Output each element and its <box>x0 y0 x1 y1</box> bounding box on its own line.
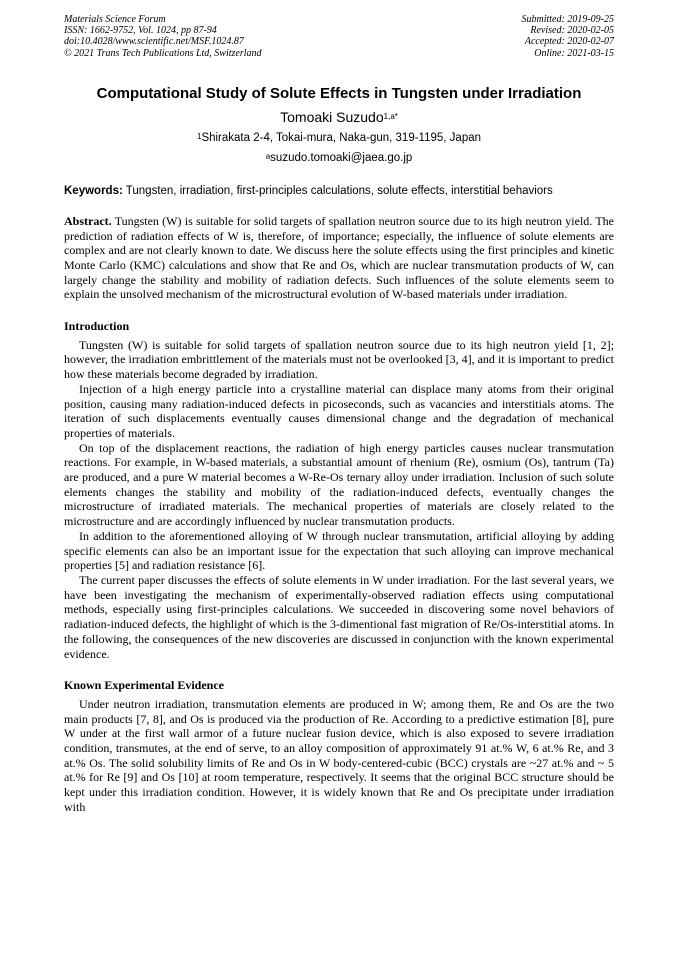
keywords <box>64 184 614 198</box>
paper-title: Computational Study of Solute Effects in Tungsten under Irradiation <box>96 84 582 102</box>
intro-paragraph-1: Tungsten (W) is suitable for solid targets of spallation neutron source due to its high neutron yield [1, 2]; however, the irradiation embrittlement of the materials must not be overlooked [3, 4], and it is important to predict how these materials become degraded by irradiation. <box>64 337 614 382</box>
doi-line[interactable]: doi:10.4028/www.scientific.net/MSF.1024.87 <box>64 36 244 48</box>
affiliation-text: Shirakata 2-4, Tokai-mura, Naka-gun, 319-1195, Japan <box>201 131 482 144</box>
submission-dates <box>522 14 615 59</box>
journal-header <box>64 14 614 59</box>
abstract-label: Abstract. <box>64 213 112 228</box>
online-date: Online: 2021-03-15 <box>534 47 614 59</box>
author-line <box>64 109 614 126</box>
intro-paragraph-4: In addition to the aforementioned alloying of W through nuclear transmutation, artificial alloying by adding specific elements can also be an important issue for the expectation that such alloying can improve mechanical properties [5] and radiation resistance [6]. <box>64 528 614 573</box>
introduction-heading: Introduction <box>64 319 130 334</box>
affiliation-sup: 1 <box>196 131 202 141</box>
issn-line: ISSN: 1662-9752, Vol. 1024, pp 87-94 <box>64 25 217 37</box>
email-address[interactable]: suzudo.tomoaki@jaea.go.jp <box>270 151 413 164</box>
keywords-text: Tungsten, irradiation, first-principles calculations, solute effects, interstitial behaviors <box>122 184 553 197</box>
known-evidence-paragraph-1: Under neutron irradiation, transmutation elements are produced in W; among them, Re and Os are the two main products [7, 8], and Os is produced via the production of Re. According to a predictive estimation [8], pure W under at the first wall armor of a future nuclear fusion device, which is also exposed to severe irradiation condition, transmutes, at the end of serve, to an alloy composition of approximately 91 at.% W, 6 at.% Re, and 3 at.% Os. The solid solubility limits of Re and Os in W body-centered-cubic (BCC) crystals are ~27 at.% and ~ 5 at.% for Re [9] and Os [10] at room temperature, respectively. It seems that the original BCC structure should be kept under this irradiation condition. However, it is widely known that Re and Os precipitate under irradiation with <box>64 696 614 814</box>
email-sup: a <box>265 151 271 161</box>
submitted-date: Submitted: 2019-09-25 <box>521 14 614 25</box>
intro-paragraph-3: On top of the displacement reactions, the radiation of high energy particles causes nuclear transmutation reactions. For example, in W-based materials, a substantial amount of rhenium (Re), osmium (Os), tantrum (Ta) are produced, and a pure W material becomes a W-Re-Os ternary alloy under irradiation. Inclusion of such solute elements changes the stability and mobility of the radiation-induced defects, eventually changes the microstructure of irradiated materials. The mechanical properties of materials are closely related to the microstructure and are accordingly influenced by nuclear transmutation products. <box>64 440 614 529</box>
journal-name: Materials Science Forum <box>64 14 166 25</box>
abstract-text: Tungsten (W) is suitable for solid targets of spallation neutron source due to its high neutron yield. The prediction of radiation effects of W is, therefore, of importance; especially, the influence of solute elements are complex and are not clearly known to date. We discuss here the solute effects using the first principles and kinetic Monte Carlo (KMC) calculations and show that Re and Os, which are nuclear transmutation products of W, can largely change the stability and mobility of radiation defects. Such influences of the solute elements seem to explain the unsolved mechanism of the microstructural evolution of W-based materials under irradiation. <box>64 213 614 302</box>
affiliation-line <box>64 131 614 145</box>
journal-info <box>64 14 262 59</box>
accepted-date: Accepted: 2020-02-07 <box>524 36 614 48</box>
author-sup: 1,a* <box>383 111 398 121</box>
revised-date: Revised: 2020-02-05 <box>530 25 614 37</box>
known-evidence-heading: Known Experimental Evidence <box>64 678 225 693</box>
author-name: Tomoaki Suzudo <box>280 108 384 125</box>
email-line <box>64 151 614 165</box>
intro-paragraph-5: The current paper discusses the effects of solute elements in W under irradiation. For the last several years, we have been investigating the mechanism of experimentally-observed radiation effects using computational methods, especially using first-principles calculations. We succeeded in discovering some novel behaviors of radiation-induced defects, the highlight of which is the 3-dimentional fast migration of Re/Os-interstitial atoms. In the following, the consequences of the new discoveries are discussed in conjunction with the known experimental evidence. <box>64 572 614 661</box>
copyright-line: © 2021 Trans Tech Publications Ltd, Switzerland <box>64 47 262 59</box>
intro-paragraph-2: Injection of a high energy particle into a crystalline material can displace many atoms from their original position, causing many radiation-induced defects in picoseconds, such as vacancies and interstitials atoms. The iteration of such displacements eventually causes dimensional change and the degradation of mechanical properties of materials. <box>64 381 614 440</box>
abstract <box>64 214 614 302</box>
keywords-label: Keywords: <box>64 184 123 197</box>
